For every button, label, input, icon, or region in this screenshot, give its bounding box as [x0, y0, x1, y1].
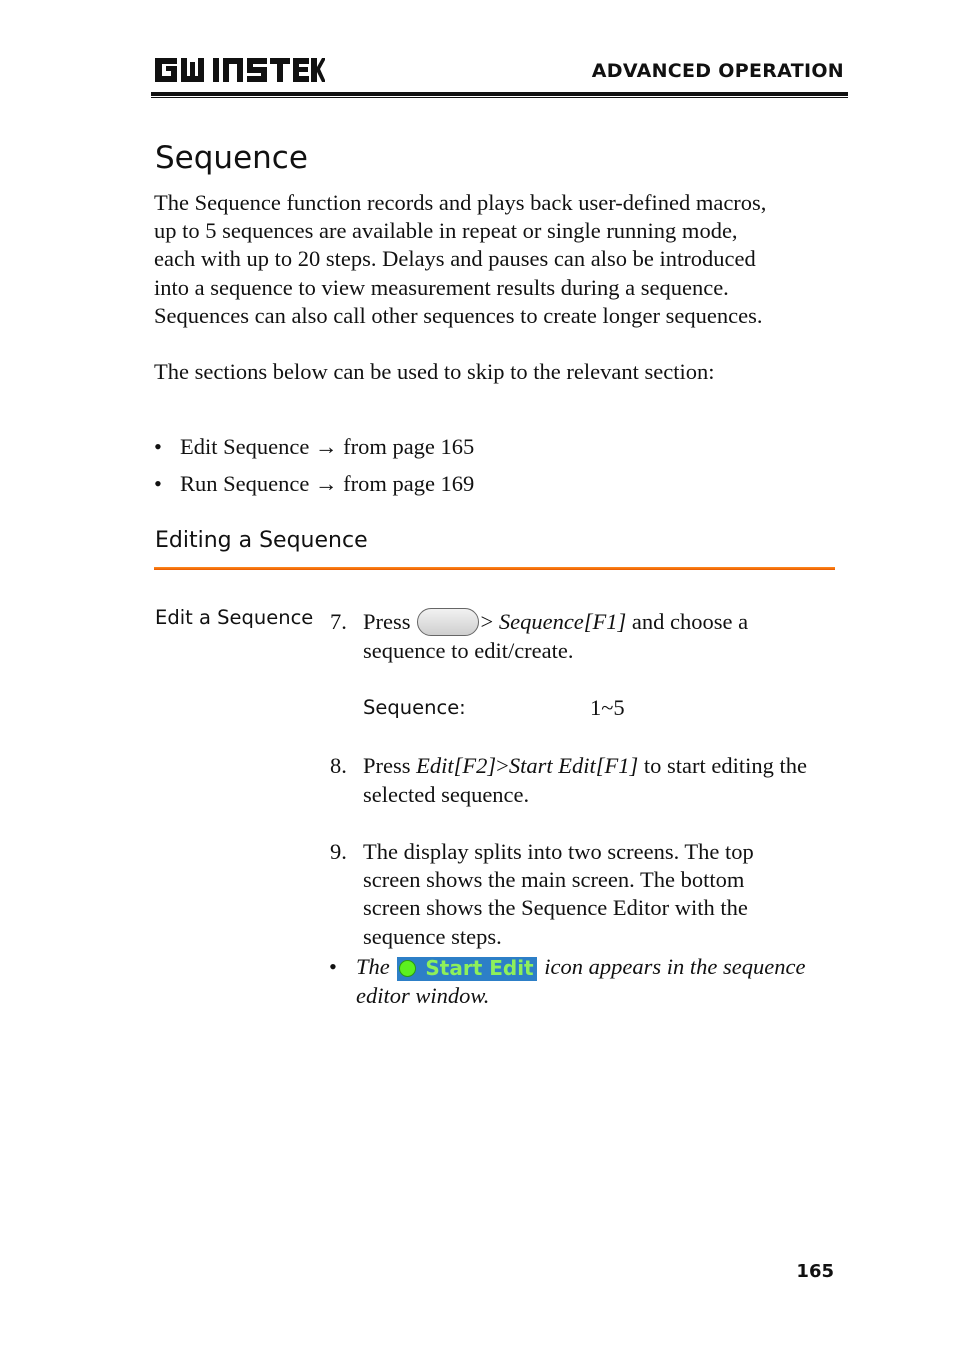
function-key-button-icon: [417, 608, 479, 636]
step-9-line: sequence steps.: [363, 923, 502, 949]
note-line-2: editor window.: [356, 983, 490, 1008]
intro-line: The Sequence function records and plays back user-defined macros,: [154, 190, 767, 215]
step-8-key-2: Start Edit[F1]: [508, 753, 639, 778]
skip-text: The sections below can be used to skip to the relevant section:: [154, 359, 715, 384]
step-7-number: 7.: [330, 609, 347, 634]
note-line-1: [329, 953, 805, 981]
step-8-press: Press: [363, 753, 411, 778]
toc-item-label: Run Sequence → from page 169: [180, 471, 475, 496]
step-8-line-2: selected sequence.: [363, 782, 530, 807]
step-8-line-1: [363, 752, 807, 780]
header-rule-thin: [151, 97, 848, 98]
intro-line: each with up to 20 steps. Delays and pauses can also be introduced: [154, 246, 756, 272]
gw-instek-logo: [153, 54, 325, 86]
start-edit-label: Start Edit: [425, 956, 534, 980]
page-title: Sequence: [155, 140, 308, 176]
step-7-line-2: sequence to edit/create.: [363, 638, 574, 663]
intro-line: up to 5 sequences are available in repeat or single running mode,: [154, 218, 738, 244]
green-dot-icon: [399, 960, 416, 977]
intro-line: Sequences can also call other sequences to create longer sequences.: [154, 302, 763, 328]
note-pre: The: [356, 954, 390, 979]
section-header: ADVANCED OPERATION: [591, 60, 844, 82]
subsection-rule: [154, 567, 835, 570]
toc-item-edit-sequence[interactable]: [154, 433, 474, 470]
start-edit-icon: [397, 957, 536, 981]
intro-paragraph: [154, 189, 844, 330]
step-8-rest: to start editing the: [643, 753, 807, 778]
bullet: •: [329, 954, 337, 979]
step-9-line: The display splits into two screens. The top: [363, 839, 754, 864]
step-7-line-1: [363, 608, 748, 636]
note-post: icon appears in the sequence: [544, 954, 806, 979]
step-8-gt: >: [496, 753, 509, 778]
toc-item-label: Edit Sequence → from page 165: [180, 434, 475, 459]
intro-line: into a sequence to view measurement results during a sequence.: [154, 274, 729, 300]
param-label: Sequence:: [363, 696, 466, 719]
page-number: 165: [796, 1261, 834, 1282]
toc-item-run-sequence[interactable]: [154, 470, 474, 507]
step-7-press: Press: [363, 609, 411, 634]
step-7-gt: >: [480, 609, 494, 634]
step-9-line: screen shows the main screen. The bottom: [363, 867, 745, 893]
side-label: Edit a Sequence: [155, 606, 314, 629]
step-7-rest: and choose a: [631, 609, 749, 634]
bullet: •: [154, 471, 162, 496]
step-9-text: [363, 838, 754, 951]
step-7-soft-key: Sequence[F1]: [498, 609, 627, 634]
toc-list: [154, 433, 474, 507]
header-rule: [151, 92, 848, 96]
bullet: •: [154, 434, 162, 459]
step-8-key-1: Edit[F2]: [416, 753, 497, 778]
subsection-title: Editing a Sequence: [155, 528, 368, 553]
step-9-line: screen shows the Sequence Editor with the: [363, 895, 748, 921]
step-9-number: 9.: [330, 839, 347, 864]
step-8-number: 8.: [330, 753, 347, 778]
param-value: 1~5: [590, 695, 625, 720]
